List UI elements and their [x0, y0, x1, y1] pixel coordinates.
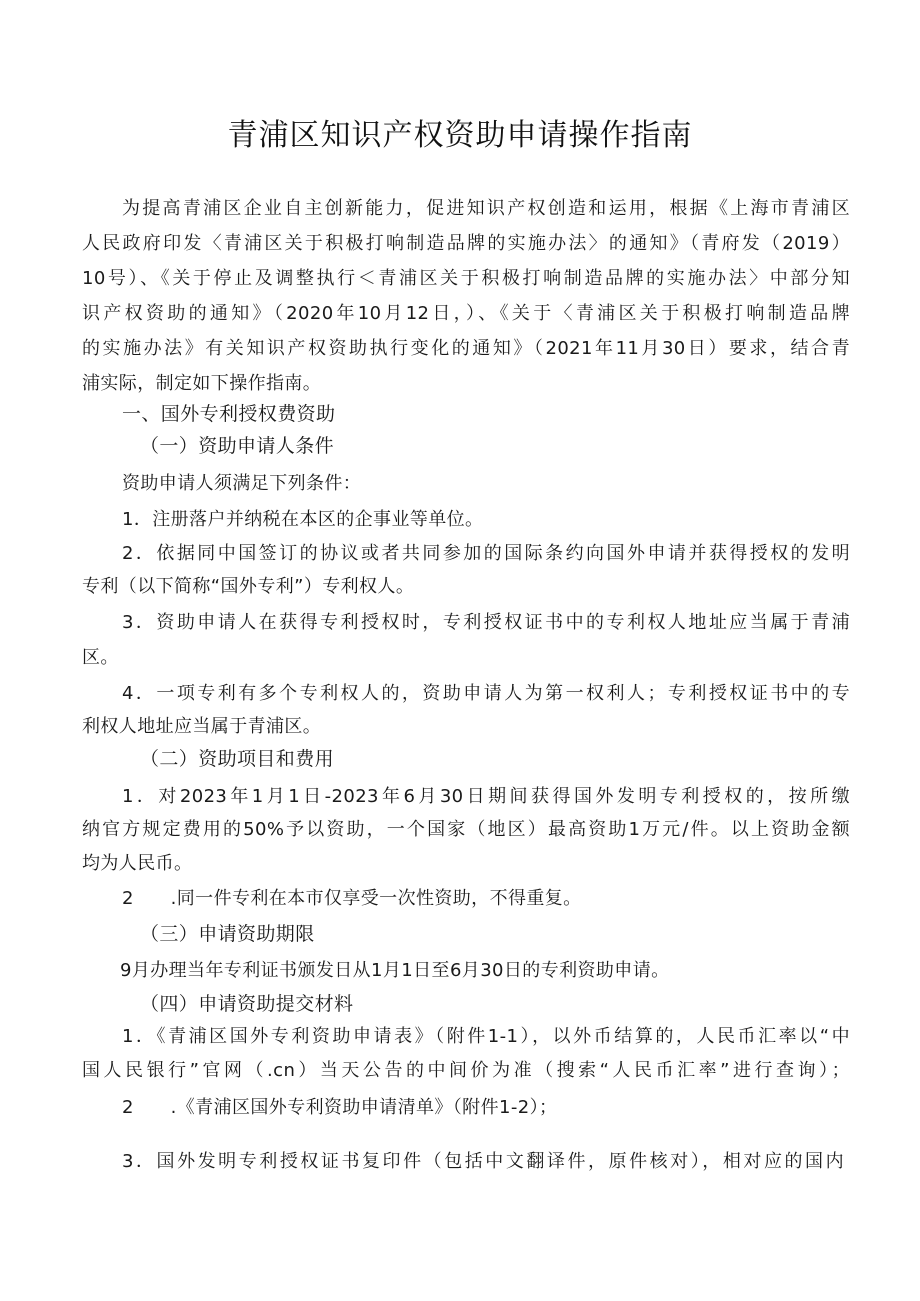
- subsection-heading-3: （三）申请资助期限: [140, 923, 315, 945]
- subsection-heading-2: （二）资助项目和费用: [140, 748, 335, 770]
- intro-line-2: 人民政府印发〈青浦区关于积极打响制造品牌的实施办法〉的通知》（青府发（2019）: [82, 233, 850, 254]
- conditions-lead: 资助申请人须满足下列条件：: [122, 473, 362, 494]
- intro-line-4: 识产权资助的通知》（2020年10月12日，）、《关于〈青浦区关于积极打响制造品牌: [82, 303, 850, 324]
- subsection-heading-1: （一）资助申请人条件: [140, 435, 335, 457]
- materials-item-3: 3．国外发明专利授权证书复印件（包括中文翻译件，原件核对），相对应的国内: [122, 1151, 844, 1172]
- materials-item-1a: 1．《青浦区国外专利资助申请表》（附件1-1），以外币结算的，人民币汇率以“中: [122, 1026, 850, 1047]
- materials-item-1b: 国人民银行”官网（.cn）当天公告的中间价为准（搜索“人民币汇率”进行查询）；: [82, 1060, 850, 1081]
- subsection-heading-4: （四）申请资助提交材料: [140, 993, 354, 1015]
- intro-line-1: 为提高青浦区企业自主创新能力，促进知识产权创造和运用，根据《上海市青浦区: [122, 198, 850, 219]
- condition-item-2b: 专利（以下简称“国外专利”）专利权人。: [82, 576, 415, 597]
- condition-item-4b: 利权人地址应当属于青浦区。: [82, 716, 322, 737]
- funding-item-1c: 均为人民币。: [82, 853, 193, 874]
- document-title: 青浦区知识产权资助申请操作指南: [227, 118, 693, 153]
- condition-item-2a: 2．依据同中国签订的协议或者共同参加的国际条约向国外申请并获得授权的发明: [122, 543, 850, 564]
- funding-item-1a: 1．对2023年1月1日-2023年6月30日期间获得国外发明专利授权的，按所缴: [122, 786, 850, 807]
- funding-item-2: 2 .同一件专利在本市仅享受一次性资助，不得重复。: [122, 888, 582, 909]
- condition-item-3b: 区。: [82, 647, 119, 668]
- intro-line-6: 浦实际，制定如下操作指南。: [82, 373, 322, 394]
- section-heading: 一、国外专利授权费资助: [122, 403, 336, 425]
- condition-item-3a: 3．资助申请人在获得专利授权时，专利授权证书中的专利权人地址应当属于青浦: [122, 612, 850, 633]
- funding-item-1b: 纳官方规定费用的50%予以资助，一个国家（地区）最高资助1万元/件。以上资助金额: [82, 819, 850, 840]
- intro-line-3: 10号）、《关于停止及调整执行＜青浦区关于积极打响制造品牌的实施办法〉中部分知: [82, 268, 850, 289]
- materials-item-2: 2 .《青浦区国外专利资助申请清单》（附件1-2）；: [122, 1097, 558, 1118]
- condition-item-4a: 4．一项专利有多个专利权人的，资助申请人为第一权利人；专利授权证书中的专: [122, 683, 850, 704]
- intro-line-5: 的实施办法》有关知识产权资助执行变化的通知》（2021年11月30日）要求，结合青: [82, 338, 850, 359]
- deadline-item: 9月办理当年专利证书颁发日从1月1日至6月30日的专利资助申请。: [120, 960, 670, 981]
- condition-item-1: 1．注册落户并纳税在本区的企事业等单位。: [122, 509, 484, 530]
